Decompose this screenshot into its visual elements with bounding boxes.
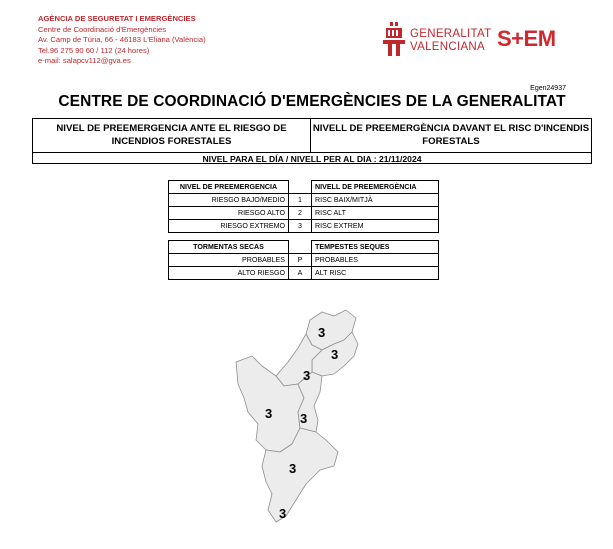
map-zone-level: 3: [303, 368, 311, 383]
map-zone-level: 3: [318, 325, 326, 340]
map-zone-level: 3: [289, 461, 297, 476]
legend-row-code: 1: [289, 194, 312, 207]
valenciana-word: VALENCIANA: [410, 41, 486, 53]
agency-centre: Centre de Coordinació d'Emergències: [38, 24, 167, 34]
storms-row-code: A: [289, 267, 312, 280]
storms-row-es: PROBABLES: [169, 254, 289, 267]
legend-header-va: NIVELL DE PREEMERGÈNCIA: [312, 181, 439, 194]
legend-row-code: 2: [289, 207, 312, 220]
legend-row-es: RIESGO BAJO/MEDIO: [169, 194, 289, 207]
agency-email: e-mail: salapcv112@gva.es: [38, 56, 131, 65]
storms-row-es: ALTO RIESGO: [169, 267, 289, 280]
map-zone-level: 3: [300, 411, 308, 426]
date-line: NIVEL PARA EL DÍA / NIVELL PER AL DIA : 21/11/2024: [33, 152, 591, 165]
agency-address: Av. Camp de Túria, 66 - 46183 L'Eliana (València): [38, 35, 206, 44]
storms-row-va: ALT RISC: [312, 267, 439, 280]
legend-row-va: RISC EXTREM: [312, 220, 439, 233]
agency-name: AGÈNCIA DE SEGURETAT I EMERGÈNCIES: [38, 14, 196, 23]
legend-row-es: RIESGO ALTO: [169, 207, 289, 220]
legend-row-va: RISC BAIX/MITJÀ: [312, 194, 439, 207]
legend-row-es: RIESGO EXTREMO: [169, 220, 289, 233]
storms-row-code: P: [289, 254, 312, 267]
legend-row-code: 3: [289, 220, 312, 233]
document-code: Egen24937: [530, 85, 566, 92]
agency-phone: Tel.96 275 90 60 / 112 (24 hores): [38, 45, 150, 55]
storms-header-es: TORMENTAS SECAS: [169, 241, 289, 254]
storms-row-va: PROBABLES: [312, 254, 439, 267]
title-es: NIVEL DE PREEMERGENCIA ANTE EL RIESGO DE INCENDIOS FORESTALES: [33, 119, 311, 152]
title-va: NIVELL DE PREEMERGÈNCIA DAVANT EL RISC D'INCENDIS FORESTALS: [312, 123, 590, 147]
map-zone-level: 3: [279, 506, 287, 521]
page-title: CENTRE DE COORDINACIÓ D'EMERGÈNCIES DE LA GENERALITAT: [58, 93, 566, 110]
legend-header-es: NIVEL DE PREEMERGENCIA: [169, 181, 289, 194]
storms-header-va: TEMPESTES SEQUES: [312, 241, 439, 254]
map-zone-level: 3: [331, 347, 339, 362]
generalitat-word: GENERALITAT: [410, 28, 492, 40]
legend-row-va: RISC ALT: [312, 207, 439, 220]
map-zone-level: 3: [265, 406, 273, 421]
sem-logo: S+EM: [497, 26, 556, 51]
